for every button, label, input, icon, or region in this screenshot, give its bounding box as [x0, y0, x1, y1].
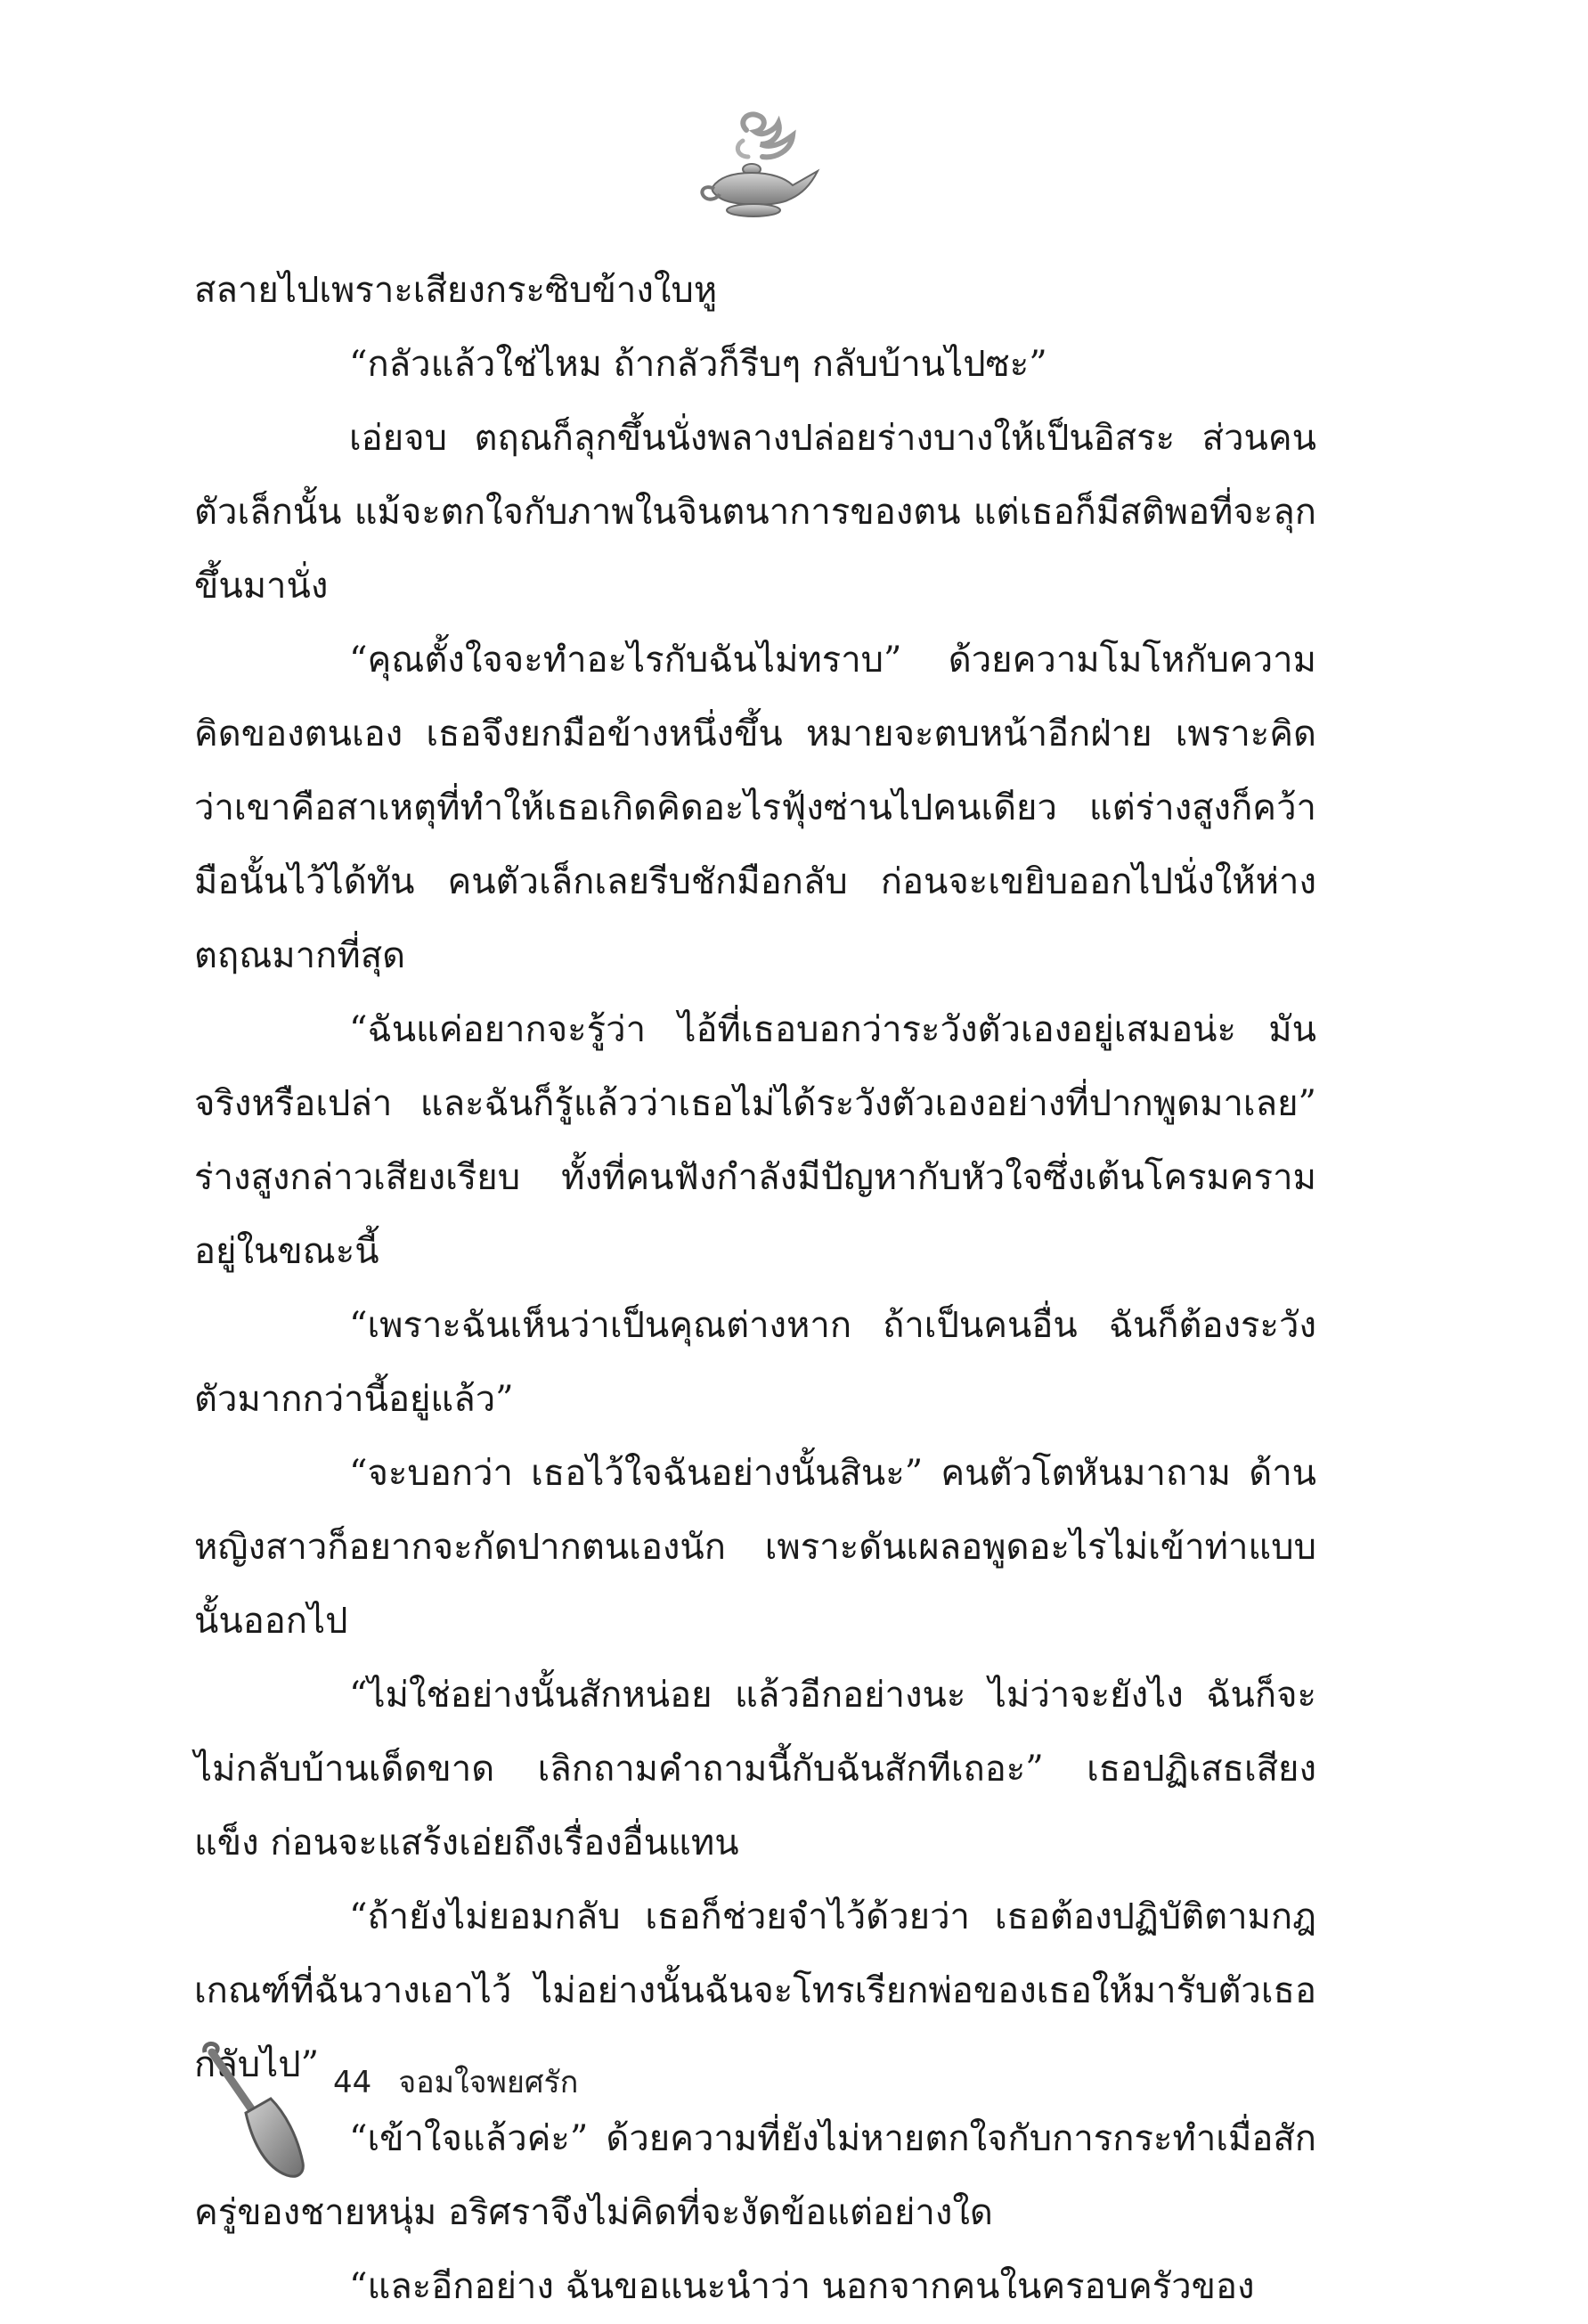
- shovel-icon: [198, 2040, 314, 2182]
- paragraph: “จะบอกว่า เธอไว้ใจฉันอย่างนั้นสินะ” คนตัวโตหันมาถาม ด้านหญิงสาวก็อยากจะกัดปากตนเองนัก เพราะดันเผลอพูดอะไรไม่เข้าท่าแบบนั้นออกไป: [194, 1453, 1316, 1642]
- body-text: [194, 254, 1316, 2324]
- paragraph: “และอีกอย่าง ฉันขอแนะนำว่า นอกจากคนในครอบครัวของ: [349, 2266, 1255, 2307]
- paragraph: “ฉันแค่อยากจะรู้ว่า ไอ้ที่เธอบอกว่าระวังตัวเองอยู่เสมอน่ะ มันจริงหรือเปล่า และฉันก็รู้แล้วว่าเธอไม่ได้ระวังตัวเองอย่างที่ปากพูดมาเลย” ร่างสูงกล่าวเสียงเรียบ ทั้งที่คนฟังกำลังมีปัญหากับหัวใจซึ่งเต้นโครมครามอยู่ในขณะนี้: [194, 1009, 1316, 1272]
- page-footer: [198, 2040, 732, 2182]
- paragraph: “ไม่ใช่อย่างนั้นสักหน่อย แล้วอีกอย่างนะ ไม่ว่าจะยังไง ฉันก็จะไม่กลับบ้านเด็ดขาด เลิกถามคำถามนี้กับฉันสักทีเถอะ” เธอปฏิเสธเสียงแข็ง ก่อนจะแสร้งเอ่ยถึงเรื่องอื่นแทน: [194, 1675, 1316, 1863]
- paragraph: “กลัวแล้วใช่ไหม ถ้ากลัวก็รีบๆ กลับบ้านไปซะ”: [349, 344, 1047, 385]
- paragraph: “เข้าใจแล้วค่ะ” ด้วยความที่ยังไม่หายตกใจกับการกระทำเมื่อสักครู่ของชายหนุ่ม อริศราจึงไม่คิดที่จะงัดข้อแต่อย่างใด: [194, 2118, 1316, 2233]
- page-number: 44: [333, 2065, 372, 2100]
- paragraph: เอ่ยจบ ตฤณก็ลุกขึ้นนั่งพลางปล่อยร่างบางให้เป็นอิสระ ส่วนคนตัวเล็กนั้น แม้จะตกใจกับภาพในจินตนาการของตน แต่เธอก็มีสติพอที่จะลุกขึ้นมานั่ง: [194, 418, 1316, 607]
- paragraph: “ถ้ายังไม่ยอมกลับ เธอก็ช่วยจำไว้ด้วยว่า เธอต้องปฏิบัติตามกฎเกณฑ์ที่ฉันวางเอาไว้ ไม่อย่างนั้นฉันจะโทรเรียกพ่อของเธอให้มารับตัวเธอกลับไป”: [194, 1896, 1316, 2085]
- paragraph: “เพราะฉันเห็นว่าเป็นคุณต่างหาก ถ้าเป็นคนอื่น ฉันก็ต้องระวังตัวมากกว่านี้อยู่แล้ว”: [194, 1305, 1316, 1420]
- page-folio: [333, 2058, 578, 2106]
- paragraph: สลายไปเพราะเสียงกระซิบข้างใบหู: [194, 270, 718, 311]
- paragraph: “คุณตั้งใจจะทำอะไรกับฉันไม่ทราบ” ด้วยความโมโหกับความคิดของตนเอง เธอจึงยกมือข้างหนึ่งขึ้น หมายจะตบหน้าอีกฝ่าย เพราะคิดว่าเขาคือสาเหตุที่ทำให้เธอเกิดคิดอะไรฟุ้งซ่านไปคนเดียว แต่ร่างสูงก็คว้ามือนั้นไว้ได้ทัน คนตัวเล็กเลยรีบชักมือกลับ ก่อนจะเขยิบออกไปนั่งให้ห่างตฤณมากที่สุด: [194, 640, 1316, 976]
- magic-lamp-icon: [693, 105, 827, 239]
- book-title: จอมใจพยศรัก: [398, 2065, 579, 2100]
